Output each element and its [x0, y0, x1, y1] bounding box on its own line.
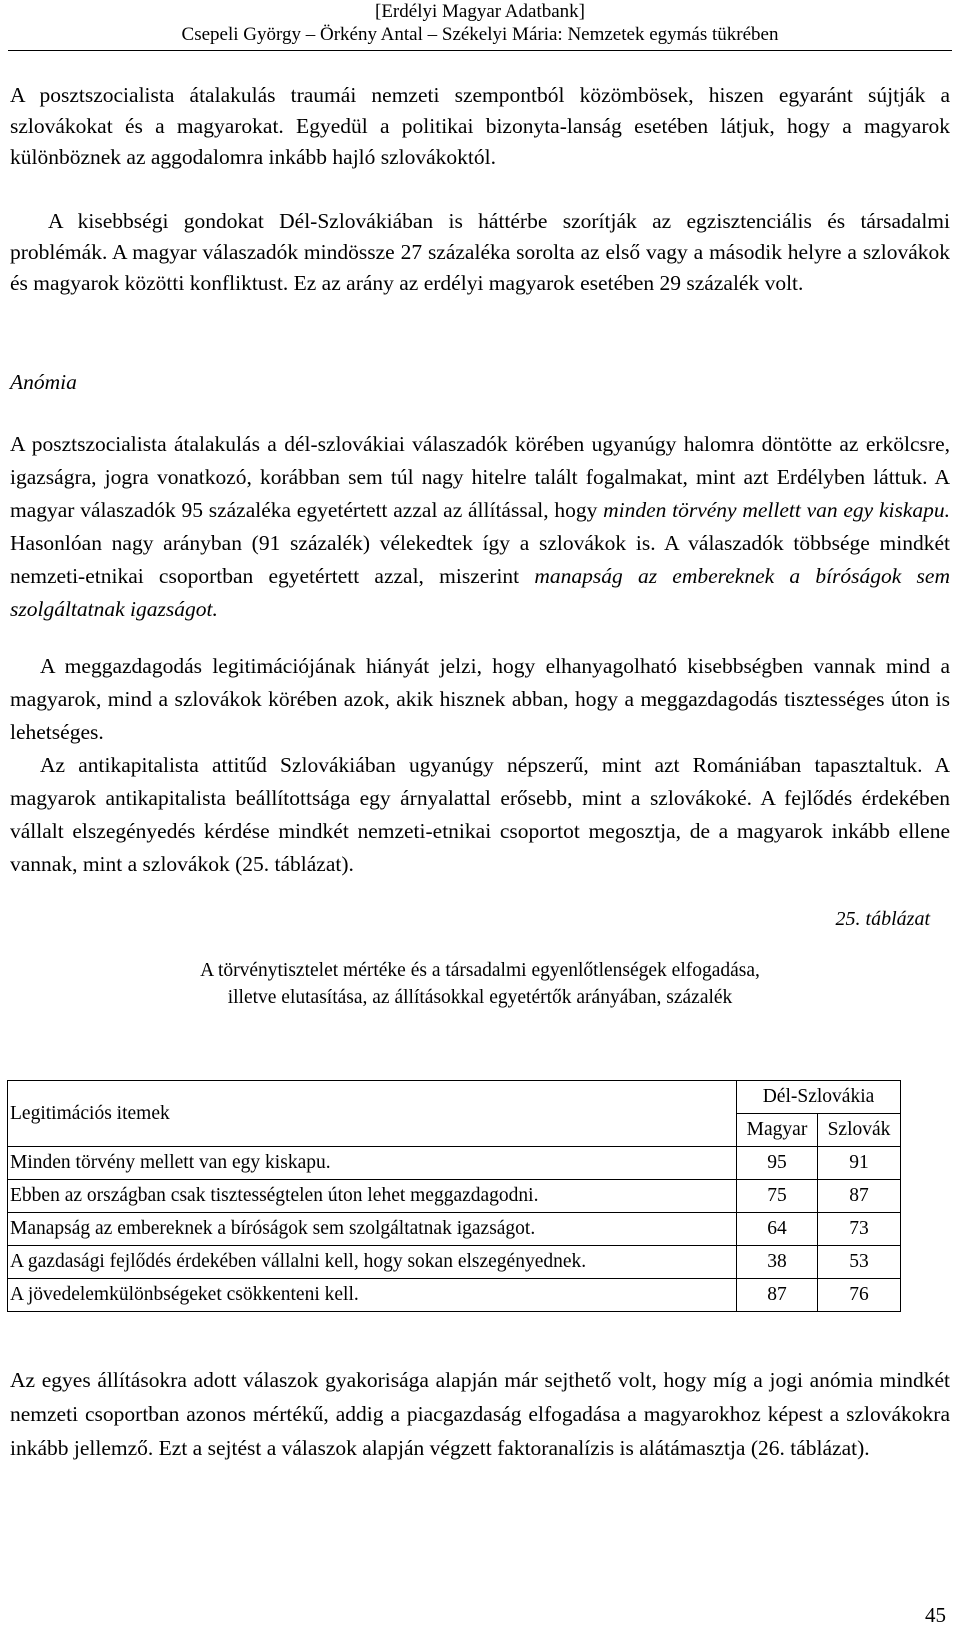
column-header-magyar: Magyar — [737, 1114, 818, 1147]
table-title-line-2: illetve elutasítása, az állításokkal egyetértők arányában, százalék — [227, 987, 733, 1008]
group-header-cell: Dél-Szlovákia — [737, 1081, 901, 1114]
magyar-value-cell: 95 — [737, 1147, 818, 1180]
column-header-szlovak: Szlovák — [818, 1114, 901, 1147]
paragraph-3-quote-2: manapság az embereknek a bíróságok sem szolgáltatnak igazságot. — [10, 564, 950, 621]
szlovak-value-cell: 53 — [818, 1246, 901, 1279]
paragraph-1: A posztszocialista átalakulás traumái nemzeti szempontból közömbösek, hiszen egyaránt sújtják a szlovákokat és a magyarokat. Egyedül a politikai bizonyta-lanság esetében látjuk, hogy a magyarok különböznek az aggodalomra inkább hajló szlovákoktól. — [10, 83, 950, 169]
magyar-value-cell: 87 — [737, 1279, 818, 1312]
item-cell: A jövedelemkülönbségeket csökkenteni kell. — [8, 1279, 737, 1312]
table-row — [8, 1180, 901, 1213]
paragraph-5: Az antikapitalista attitűd Szlovákiában ugyanúgy népszerű, mint azt Romániában tapasztaltuk. A magyarok antikapitalista beállítottsága egy árnyalattal erősebb, mint a szlovákoké. A fejlődés érdekében vállalt elszegényedés kérdése mindkét nemzeti-etnikai csoportot megosztja, de a magyarok inkább ellene vannak, mint a szlovákok (25. táblázat). — [10, 753, 950, 876]
table-number: 25. táblázat — [835, 908, 930, 930]
paragraph-3-quote-1: minden törvény mellett van egy kiskapu. — [603, 498, 950, 522]
paragraph-6: Az egyes állításokra adott válaszok gyakorisága alapján már sejthető volt, hogy míg a jogi anómia mindkét nemzeti csoportban azonos mértékű, addig a piacgazdaság elfogadása a magyarokhoz képest a szlovákokra inkább jellemző. Ezt a sejtést a válaszok alapján végzett faktoranalízis is alátámasztja (26. táblázat). — [10, 1368, 950, 1460]
data-table — [7, 1080, 901, 1312]
table-title — [0, 957, 960, 1011]
szlovak-value-cell: 87 — [818, 1180, 901, 1213]
section-title: Anómia — [10, 370, 77, 394]
table-row — [8, 1213, 901, 1246]
paragraph-4: A meggazdagodás legitimációjának hiányát jelzi, hogy elhanyagolható kisebbségben vannak mind a magyarok, mind a szlovákok körében azok, akik hisznek abban, hogy a meggazdagodás tisztességes úton is lehetséges. — [10, 654, 950, 744]
row-header-cell: Legitimációs itemek — [8, 1081, 737, 1147]
table-row — [8, 1279, 901, 1312]
paragraph-3 — [10, 428, 950, 626]
table-header-row — [8, 1081, 901, 1114]
header-citation: Csepeli György – Örkény Antal – Székelyi Mária: Nemzetek egymás tükrében — [181, 24, 779, 45]
item-cell: A gazdasági fejlődés érdekében vállalni kell, hogy sokan elszegényednek. — [8, 1246, 737, 1279]
paragraph-3-text-a: A posztszocialista átalakulás a dél-szlovákiai válaszadók körében ugyanúgy halomra döntötte az erkölcsre, igazságra, jogra vonatkozó, korábban sem túl nagy hitelre talált fogalmakat, mint azt Erdélyben láttuk. A magyar válaszadók 95 százaléka egyetértett azzal az állítással, hogy — [10, 432, 950, 522]
szlovak-value-cell: 76 — [818, 1279, 901, 1312]
table-row — [8, 1147, 901, 1180]
paragraph-2: A kisebbségi gondokat Dél-Szlovákiában is háttérbe szorítják az egzisztenciális és társadalmi problémák. A magyar válaszadók mindössze 27 százaléka sorolta az első vagy a második helyre a szlovákok és magyarok közötti konfliktust. Ez az arány az erdélyi magyarok esetében 29 százalék volt. — [10, 209, 950, 295]
magyar-value-cell: 64 — [737, 1213, 818, 1246]
page-number: 45 — [925, 1603, 946, 1627]
item-cell: Manapság az embereknek a bíróságok sem szolgáltatnak igazságot. — [8, 1213, 737, 1246]
header-divider — [8, 50, 952, 51]
paragraph-3-text-b: Hasonlóan nagy arányban (91 százalék) vélekedtek így a szlovákok is. A válaszadók többsége mindkét nemzeti-etnikai csoportban egyetértett azzal, miszerint — [10, 531, 950, 588]
table-row — [8, 1246, 901, 1279]
szlovak-value-cell: 73 — [818, 1213, 901, 1246]
magyar-value-cell: 75 — [737, 1180, 818, 1213]
magyar-value-cell: 38 — [737, 1246, 818, 1279]
item-cell: Ebben az országban csak tisztességtelen úton lehet meggazdagodni. — [8, 1180, 737, 1213]
szlovak-value-cell: 91 — [818, 1147, 901, 1180]
page-header — [0, 0, 960, 46]
item-cell: Minden törvény mellett van egy kiskapu. — [8, 1147, 737, 1180]
header-source: [Erdélyi Magyar Adatbank] — [375, 1, 585, 22]
table-title-line-1: A törvénytisztelet mértéke és a társadalmi egyenlőtlenségek elfogadása, — [200, 960, 760, 981]
